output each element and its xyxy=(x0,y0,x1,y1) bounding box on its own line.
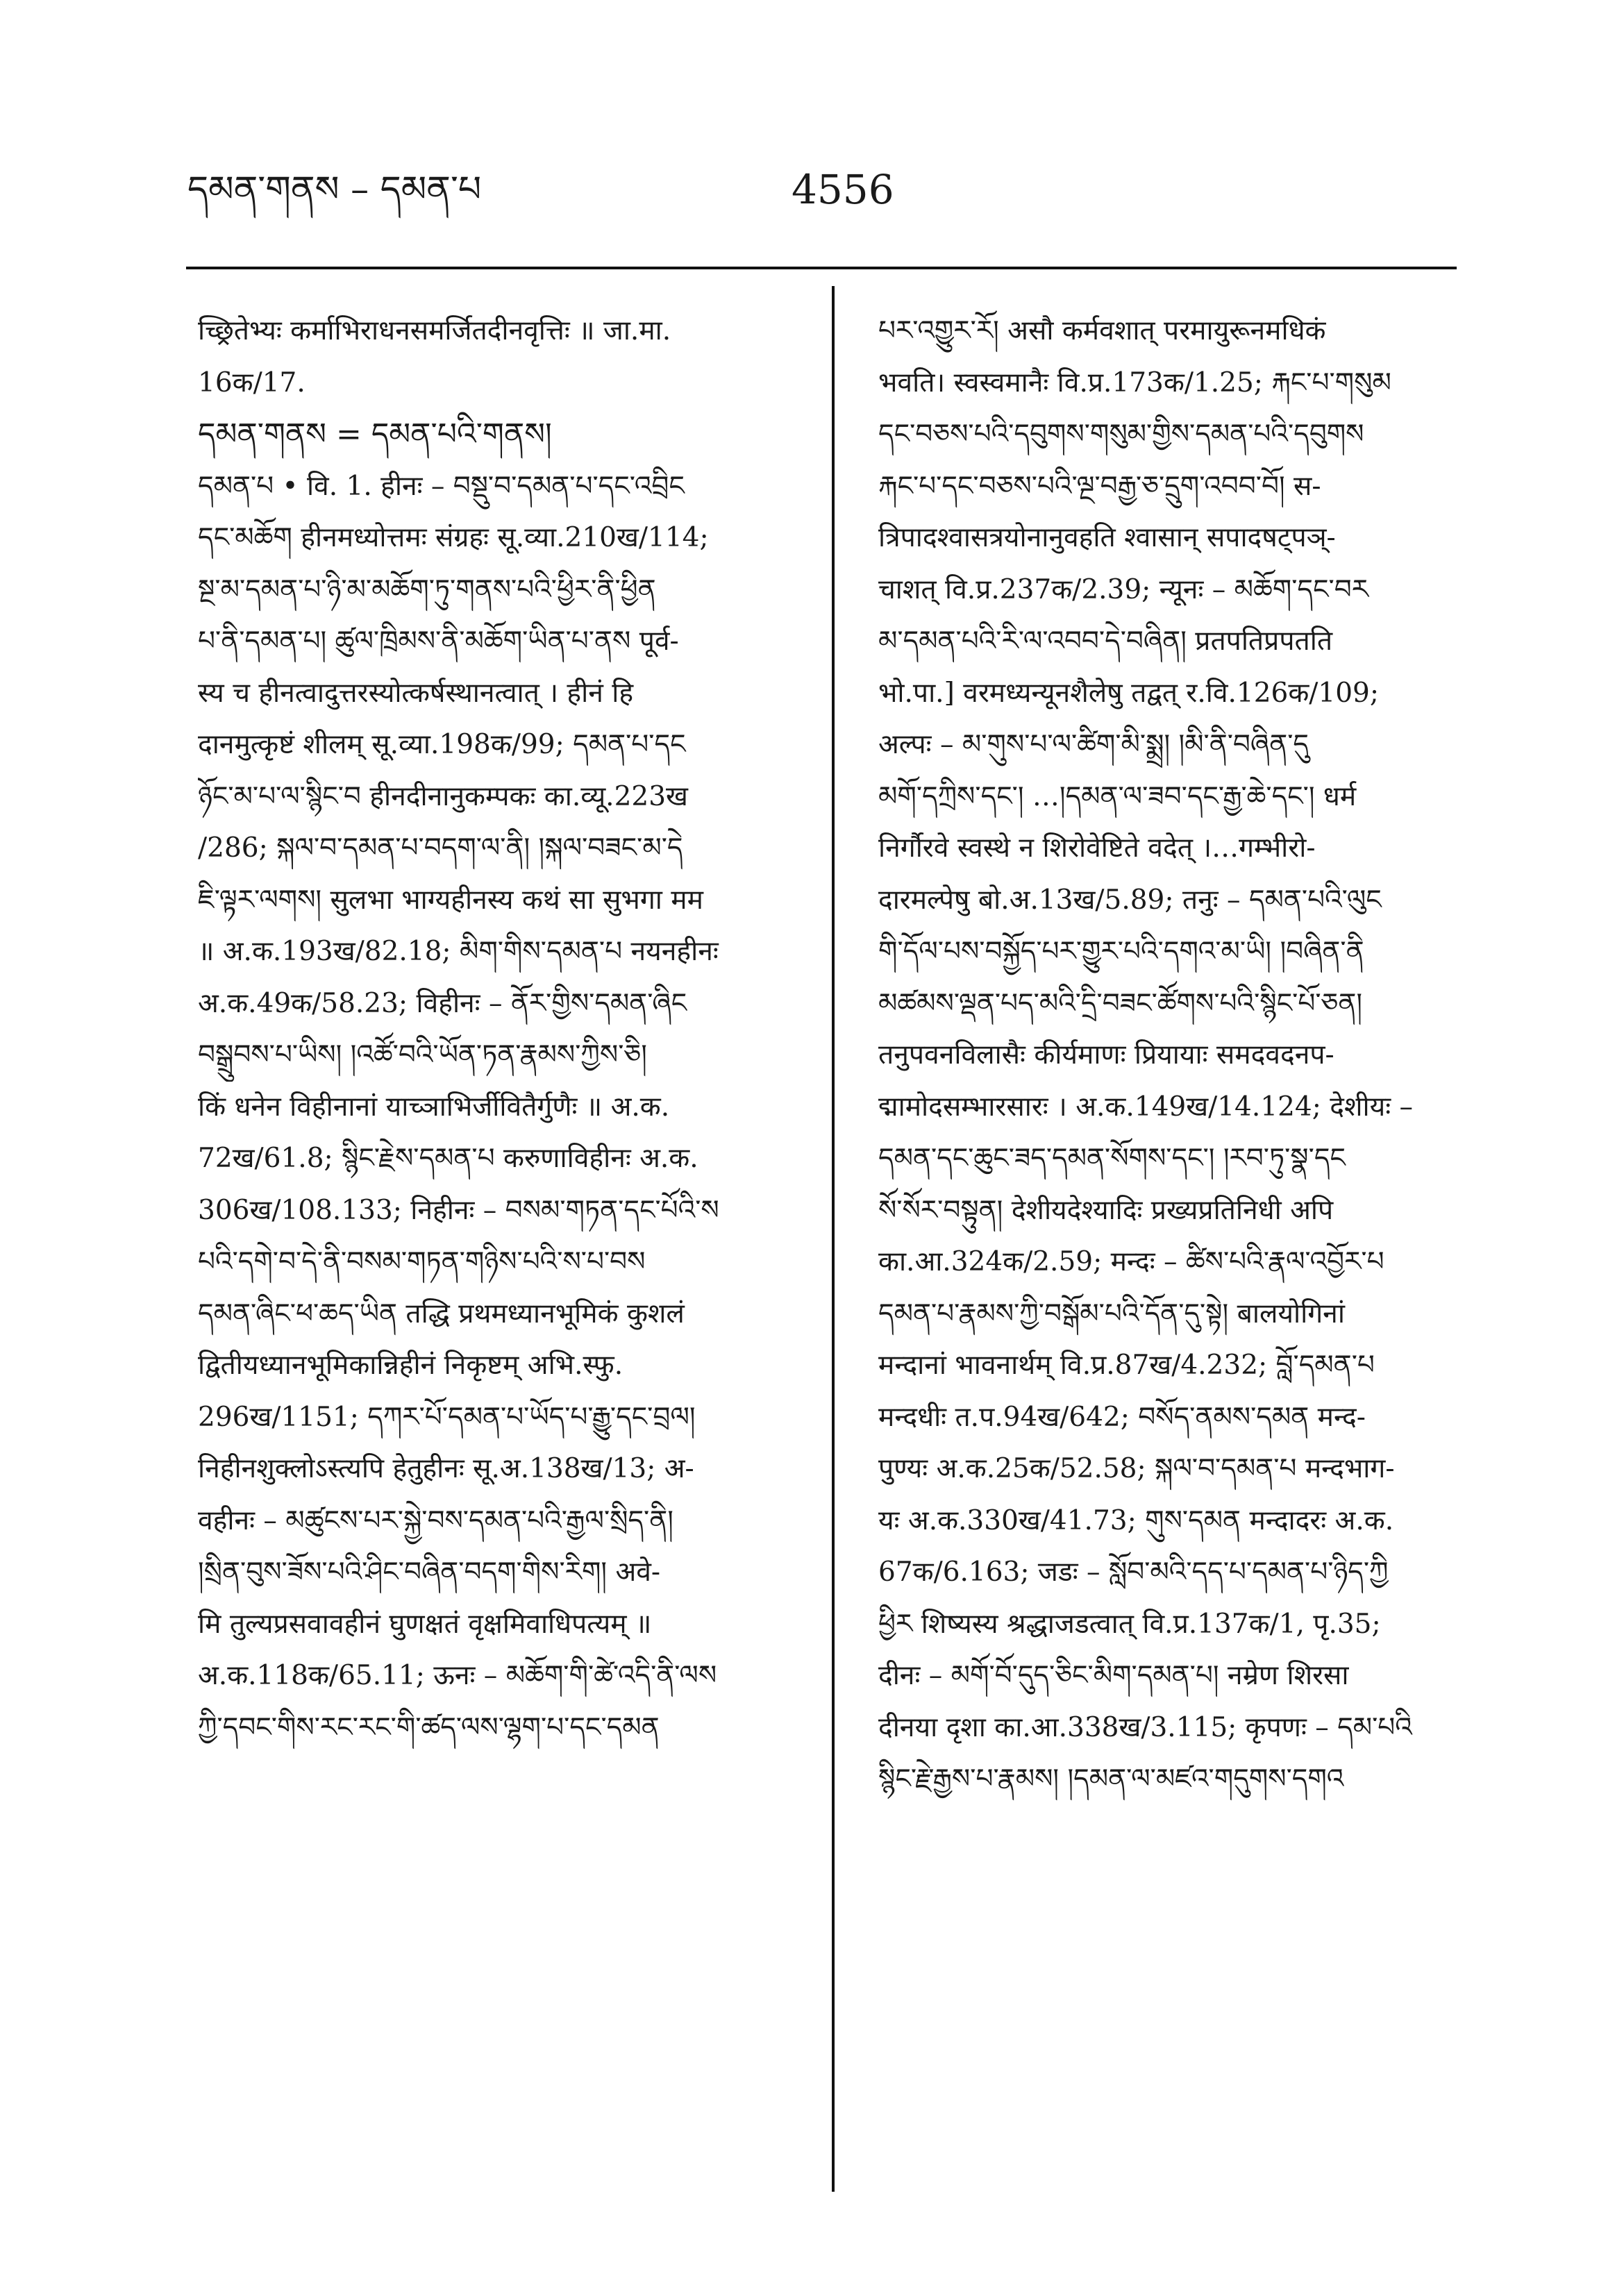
text-line: དང་མཆོག हीनमध्योत्तमः संग्रहः सू.व्या.210ख/114; xyxy=(198,522,709,553)
text-line: स्य च हीनत्वादुत्तरस्योत्कर्षस्थानत्वात् । हीनं हि xyxy=(198,677,634,709)
text-line: का.आ.324क/2.59; मन्दः – ཚིས་པའི་རྣལ་འབྱོར་པ xyxy=(878,1246,1384,1277)
page-number: 4556 xyxy=(792,166,894,213)
text-line: अ.क.49क/58.23; विहीनः – ནོར་གྱིས་དམན་ཞིང xyxy=(198,987,687,1019)
text-line: སོ་སོར་བསྟུན། देशीयदेश्यादिः प्रख्यप्रतिनिधी अपि xyxy=(878,1194,1334,1226)
text-line: निहीनशुक्लोऽस्त्यपि हेतुहीनः सू.अ.138ख/13; अ- xyxy=(198,1453,694,1484)
text-line: སྔ་མ་དམན་པ་ཉི་མ་མཆོག་ཏུ་གནས་པའི་ཕྱིར་ནི་ཕྱིན xyxy=(198,573,656,605)
text-line: 72ख/61.8; སྙིང་རྗེས་དམན་པ करुणाविहीनः अ.क. xyxy=(198,1143,698,1174)
text-line: दानमुत्कृष्टं शीलम् सू.व्या.198क/99; དམན་པ་དང xyxy=(198,729,686,760)
text-line: /286; སྐལ་བ་དམན་པ་བདག་ལ་ནི། །སྐལ་བཟང་མ་དེ xyxy=(198,832,683,864)
text-line: मि तुल्यप्रसवावहीनं घुणक्षतं वृक्षमिवाधिपत्यम् ॥ xyxy=(198,1608,652,1640)
text-line: དམན་པ་རྣམས་ཀྱི་བསྒོམ་པའི་དོན་དུ་སྟེ། बालयोगिनां xyxy=(878,1298,1345,1329)
text-line: དང་བཅས་པའི་དབུགས་གསུམ་གྱིས་དམན་པའི་དབུགས xyxy=(878,419,1364,450)
text-line: दारमल्पेषु बो.अ.13ख/5.89; तनुः – དམན་པའི་ལུང xyxy=(878,884,1382,916)
header-rule xyxy=(186,267,1457,269)
text-line: པར་འགྱུར་རོ། असौ कर्मवशात् परमायुरूनमधिकं xyxy=(878,315,1326,346)
text-line: दीनः – མགོ་བོ་དུད་ཅིང་མིག་དམན་པ། नम्रेण शिरसा xyxy=(878,1660,1349,1691)
text-line: अ.क.118क/65.11; ऊनः – མཆོག་གི་ཚེ་འདི་ནི་ལས xyxy=(198,1660,717,1691)
text-line: द्वितीयध्यानभूमिकान्निहीनं निकृष्टम् अभि.स्फु. xyxy=(198,1350,623,1381)
text-line: अल्पः – མ་གུས་པ་ལ་ཚིག་མི་སྨྲ། །མི་ནི་བཞིན་དུ xyxy=(878,729,1309,760)
text-line: དམན་དང་ཆུང་ཟད་དམན་སོགས་དང་། །རབ་ཏུ་སྣ་དང xyxy=(878,1143,1346,1174)
text-line: मन्दधीः त.प.94ख/642; བསོད་ནམས་དམན मन्द- xyxy=(878,1401,1366,1433)
left-column xyxy=(198,305,816,2194)
text-line: ཕྱིར शिष्यस्य श्रद्धाजडत्वात् वि.प्र.137क/1, पृ.35; xyxy=(878,1608,1381,1640)
headword-entry: དམན་པ • वि. 1. हीनः – བསྡུ་བ་དམན་པ་དང་འབྲིང xyxy=(198,470,685,502)
text-line: པའི་དགེ་བ་དེ་ནི་བསམ་གཏན་གཉིས་པའི་ས་པ་བས xyxy=(198,1246,646,1277)
text-line: སྙིང་རྗེ་རྒྱས་པ་རྣམས། །དམན་ལ་མཛའ་གདུགས་དགའ xyxy=(878,1763,1344,1795)
text-line: ॥ अ.क.193ख/82.18; མིག་གིས་དམན་པ नयनहीनः xyxy=(198,936,719,967)
text-line: दीनया दृशा का.आ.338ख/3.115; कृपणः – དམ་པའི xyxy=(878,1711,1412,1743)
text-line: 306ख/108.133; निहीनः – བསམ་གཏན་དང་པོའི་ས xyxy=(198,1194,719,1226)
text-line: वहीनः – མཚུངས་པར་སྐྱེ་བས་དམན་པའི་རྒྱལ་སྲིད་ནི། xyxy=(198,1504,673,1536)
text-line: 67क/6.163; जडः – སློབ་མའི་དད་པ་དམན་པ་ཉིད་ཀྱི xyxy=(878,1557,1389,1588)
text-line: निर्गौरवे स्वस्थे न शिरोवेष्टिते वदेत् ।…गम्भीरो- xyxy=(878,832,1316,864)
text-line: यः अ.क.330ख/41.73; གུས་དམན मन्दादरः अ.क. xyxy=(878,1504,1394,1536)
text-line: མ་དམན་པའི་རི་ལ་འབབ་དེ་བཞིན། प्रतपतिप्रपतति xyxy=(878,626,1333,657)
text-line: དམན་ཞིང་ཕ་ཆད་ཡིན तद्धि प्रथमध्यानभूमिकं कुशलं xyxy=(198,1298,685,1329)
text-line: ཀྱི་དབང་གིས་རང་རང་གི་ཚད་ལས་ལྷག་པ་དང་དམན xyxy=(198,1711,660,1743)
column-divider xyxy=(832,286,835,2192)
right-column xyxy=(878,305,1496,2194)
text-line: 296ख/1151; དཀར་པོ་དམན་པ་ཡོད་པ་རྒྱུ་དང་བྲལ། xyxy=(198,1401,696,1433)
text-line: तनुपवनविलासैः कीर्यमाणः प्रियायाः समदवदनप- xyxy=(878,1039,1334,1071)
text-line: གི་དོལ་པས་བསྐྱོད་པར་གྱུར་པའི་དགའ་མ་ཡི། །བཞིན་ནི xyxy=(878,936,1364,967)
running-head: དམན་གནས – དམན་པ xyxy=(187,169,482,210)
text-line: पुण्यः अ.क.25क/52.58; སྐལ་བ་དམན་པ मन्दभाग- xyxy=(878,1453,1395,1484)
text-line: རྐང་པ་དང་བཅས་པའི་ལྔ་བརྒྱ་ཅ་དྲུག་འབབ་བོ། स- xyxy=(878,470,1321,502)
text-line: चाशत् वि.प्र.237क/2.39; न्यूनः – མཆོག་དང་བར xyxy=(878,573,1368,605)
text-line: किं धनेन विहीनानां याच्ञाभिर्जीवितैर्गुणैः ॥ अ.क. xyxy=(198,1091,670,1123)
text-line: ཉོང་མ་པ་ལ་སྙིང་བ हीनदीनानुकम्पकः का.व्यू.223ख xyxy=(198,780,688,812)
text-line: །སྲིན་བུས་ཟོས་པའི་ཤིང་བཞིན་བདག་གིས་རིག། अवे- xyxy=(198,1557,661,1588)
text-line: त्रिपादश्वासत्रयोनानुवहति श्वासान् सपादषट्पञ्- xyxy=(878,522,1336,553)
text-line: ཇི་ལྟར་ལགས། सुलभा भाग्यहीनस्य कथं सा सुभगा मम xyxy=(198,884,703,916)
text-line: མགོ་དཀྲིས་དང་། …།དམན་ལ་ཟབ་དང་རྒྱ་ཆེ་དང་། धर्म xyxy=(878,780,1357,812)
text-line: པ་ནི་དམན་པ། ཚུལ་ཁྲིམས་ནི་མཆོག་ཡིན་པ་ནས पूर्व- xyxy=(198,626,679,657)
headword-entry: དམན་གནས = དམན་པའི་གནས། xyxy=(198,417,552,452)
text-line: भो.पा.] वरमध्यन्यूनशैलेषु तद्वत् र.वि.126क/109; xyxy=(878,677,1380,709)
text-line: द्मामोदसम्भारसारः । अ.क.149ख/14.124; देशीयः – xyxy=(878,1091,1413,1123)
text-line: मन्दानां भावनार्थम् वि.प्र.87ख/4.232; བློ་དམན་པ xyxy=(878,1350,1375,1381)
text-line: च्छ्रितेभ्यः कर्माभिराधनसमर्जितदीनवृत्तिः ॥ जा.मा. xyxy=(198,315,671,346)
text-line: བསྒྲུབས་པ་ཡིས། །འཚོ་བའི་ཡོན་ཏན་རྣམས་ཀྱིས་ཅི། xyxy=(198,1039,647,1071)
text-line: 16क/17. xyxy=(198,367,305,398)
text-line: མཚམས་ལྡན་པད་མའི་དྲི་བཟང་ཚོགས་པའི་སྙིང་པོ་ཅན། xyxy=(878,987,1363,1019)
text-line: भवति। स्वस्वमानैः वि.प्र.173क/1.25; རྐང་པ་གསུམ xyxy=(878,367,1391,398)
